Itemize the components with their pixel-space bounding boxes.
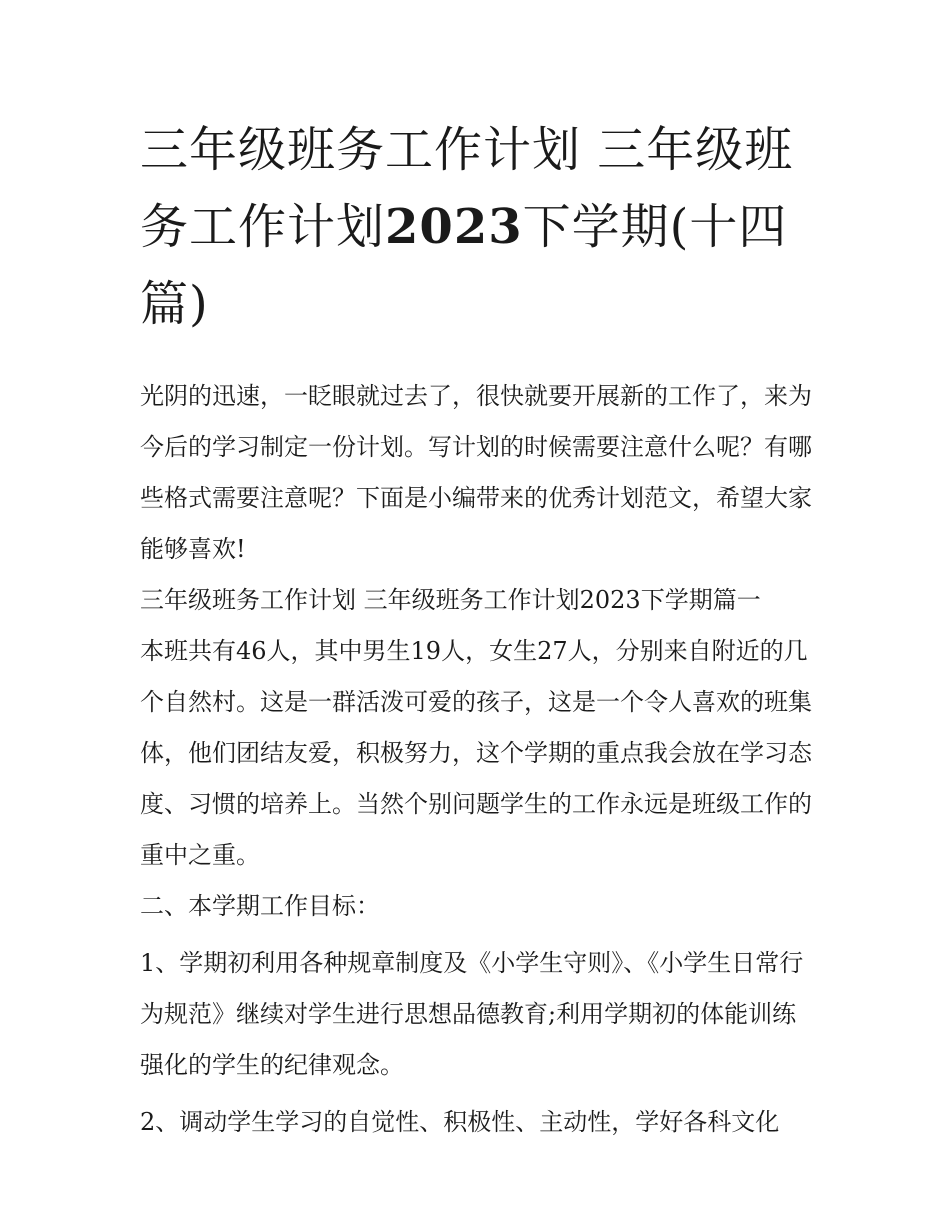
document-title (140, 112, 820, 343)
paragraph-intro: 光阴的迅速，一眨眼就过去了，很快就要开展新的工作了，来为今后的学习制定一份计划。写计划的时候需要注意什么呢？有哪些格式需要注意呢？下面是小编带来的优秀计划范文，希望大家能够喜欢! (140, 382, 812, 563)
document-body (140, 371, 820, 1148)
title-year: 2023 (385, 199, 523, 255)
paragraph-goal-2: 2、调动学生学习的自觉性、积极性、主动性，学好各科文化 (140, 1108, 780, 1136)
paragraph-goals-heading: 二、本学期工作目标： (140, 892, 380, 920)
title-text-part2: 下学期(十四篇) (140, 199, 788, 332)
paragraph-section-heading: 三年级班务工作计划 三年级班务工作计划2023下学期篇一 (140, 586, 761, 614)
paragraph-class-overview: 本班共有46人，其中男生19人，女生27人，分别来自附近的几个自然村。这是一群活泼可爱的孩子，这是一个令人喜欢的班集体，他们团结友爱，积极努力，这个学期的重点我会放在学习态度、习惯的培养上。当然个别问题学生的工作永远是班级工作的重中之重。 (140, 637, 812, 869)
title-text-part1: 三年级班务工作计划 三年级班务工作计划 (140, 122, 794, 255)
paragraph-goal-1: 1、学期初利用各种规章制度及《小学生守则》、《小学生日常行为规范》继续对学生进行思想品德教育;利用学期初的体能训练强化的学生的纪律观念。 (140, 949, 804, 1079)
document-page (140, 112, 820, 1148)
